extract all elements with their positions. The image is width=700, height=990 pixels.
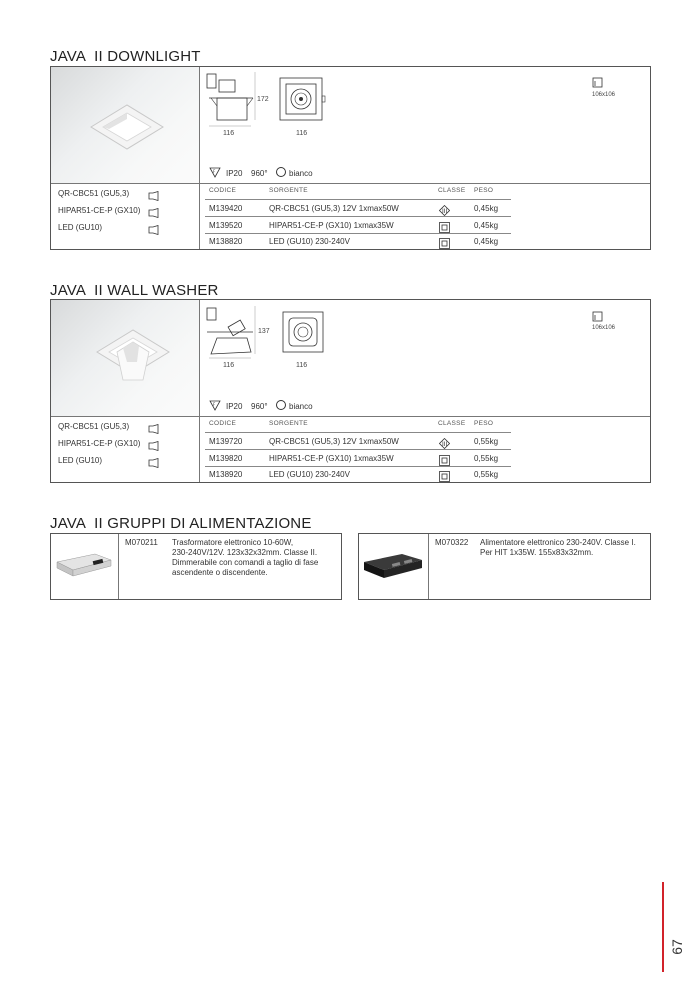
- cutout-size: 106x106: [592, 325, 616, 331]
- page-number: 67: [669, 939, 685, 955]
- desc-line: ascendente o discendente.: [172, 568, 268, 577]
- section-title-groups: [50, 515, 312, 532]
- lamp-type: HIPAR51-CE-P (GX10): [58, 206, 141, 215]
- desc-line: Per HIT 1x35W. 155x83x32mm.: [480, 548, 594, 557]
- accent-bar: [662, 882, 664, 972]
- top-drawing: [278, 76, 326, 129]
- row-weight: 0,55kg: [474, 437, 499, 446]
- product-photo-downlight: [51, 67, 199, 183]
- row-code: M139520: [209, 221, 243, 230]
- row-weight: 0,45kg: [474, 237, 499, 246]
- dim-width-2: 116: [296, 362, 308, 369]
- divider: [428, 534, 429, 599]
- title-prefix: JAVA: [50, 282, 87, 299]
- class-2-icon: [439, 236, 450, 254]
- title-prefix: JAVA: [50, 48, 87, 65]
- divider: [205, 449, 511, 450]
- col-header-weight: PESO: [474, 187, 494, 194]
- divider: [205, 199, 511, 200]
- svg-text:F: F: [213, 402, 216, 407]
- row-weight: 0,55kg: [474, 470, 499, 479]
- item-description: [480, 538, 648, 558]
- divider: [118, 534, 119, 599]
- lamp-type: QR-CBC51 (GU5,3): [58, 422, 130, 431]
- col-header-code: CODICE: [209, 420, 237, 427]
- col-header-code: CODICE: [209, 187, 237, 194]
- col-header-weight: PESO: [474, 420, 494, 427]
- ballast-image: [362, 548, 424, 587]
- lamp-type: QR-CBC51 (GU5,3): [58, 189, 130, 198]
- col-header-source: SORGENTE: [269, 187, 308, 194]
- svg-text:III: III: [442, 208, 448, 215]
- divider: [51, 183, 650, 184]
- spec-ip: IP20: [226, 402, 243, 411]
- divider: [199, 300, 200, 416]
- row-source: QR-CBC51 (GU5,3) 12V 1xmax50W: [269, 437, 399, 446]
- product-photo-washer: [51, 300, 199, 416]
- lamp-icon: [148, 438, 162, 456]
- color-swatch-icon: [276, 400, 286, 410]
- spec-color: bianco: [289, 169, 313, 178]
- row-weight: 0,45kg: [474, 221, 499, 230]
- desc-line: Trasformatore elettronico 10-60W,: [172, 538, 294, 547]
- spec-ip: IP20: [226, 169, 243, 178]
- spec-rotation: 960°: [251, 169, 268, 178]
- title-text: II WALL WASHER: [94, 282, 219, 299]
- class-3-icon: [439, 436, 450, 454]
- title-prefix: JAVA: [50, 515, 87, 532]
- row-code: M139420: [209, 204, 243, 213]
- spec-rotation: 960°: [251, 402, 268, 411]
- col-header-class: CLASSE: [438, 187, 466, 194]
- section-title-washer: [50, 282, 219, 299]
- dim-height: 137: [258, 328, 270, 335]
- divider: [199, 184, 200, 249]
- desc-line: Dimmerabile con comandi a taglio di fase: [172, 558, 319, 567]
- item-code: M070211: [125, 538, 158, 547]
- lamp-type: LED (GU10): [58, 223, 103, 232]
- lamp-icon: [148, 205, 162, 223]
- row-code: M139820: [209, 454, 243, 463]
- col-header-source: SORGENTE: [269, 420, 308, 427]
- svg-text:III: III: [442, 441, 448, 448]
- spec-color: bianco: [289, 402, 313, 411]
- class-3-icon: [439, 203, 450, 221]
- divider: [205, 432, 511, 433]
- row-code: M139720: [209, 437, 243, 446]
- cutout-size: 106x106: [592, 92, 616, 98]
- divider: [199, 67, 200, 183]
- transformer-image: [55, 550, 113, 585]
- row-source: LED (GU10) 230-240V: [269, 237, 350, 246]
- item-code: M070322: [435, 538, 469, 547]
- lamp-type: HIPAR51-CE-P (GX10): [58, 439, 141, 448]
- section-title-downlight: [50, 48, 201, 65]
- ip-icon: [209, 399, 221, 417]
- row-weight: 0,55kg: [474, 454, 499, 463]
- divider: [205, 466, 511, 467]
- dim-width-2: 116: [296, 130, 308, 137]
- col-header-class: CLASSE: [438, 420, 466, 427]
- ip-icon: [209, 166, 221, 184]
- class-2-icon: [439, 469, 450, 487]
- item-description: [172, 538, 337, 578]
- dim-width-1: 116: [223, 130, 235, 137]
- svg-text:F: F: [213, 169, 216, 174]
- top-drawing: [281, 310, 329, 363]
- row-source: LED (GU10) 230-240V: [269, 470, 350, 479]
- divider: [205, 216, 511, 217]
- row-weight: 0,45kg: [474, 204, 499, 213]
- row-code: M138920: [209, 470, 243, 479]
- dim-height: 172: [257, 96, 269, 103]
- divider: [199, 417, 200, 482]
- desc-line: Alimentatore elettronico 230-240V. Classe I.: [480, 538, 636, 547]
- lamp-icon: [148, 222, 162, 240]
- divider: [51, 416, 650, 417]
- lamp-icon: [148, 188, 162, 206]
- divider: [205, 233, 511, 234]
- lamp-icon: [148, 455, 162, 473]
- title-text: II DOWNLIGHT: [94, 48, 201, 65]
- row-source: HIPAR51-CE-P (GX10) 1xmax35W: [269, 454, 394, 463]
- row-source: HIPAR51-CE-P (GX10) 1xmax35W: [269, 221, 394, 230]
- lamp-type: LED (GU10): [58, 456, 103, 465]
- row-source: QR-CBC51 (GU5,3) 12V 1xmax50W: [269, 204, 399, 213]
- desc-line: 230-240V/12V. 123x32x32mm. Classe II.: [172, 548, 318, 557]
- lamp-icon: [148, 421, 162, 439]
- color-swatch-icon: [276, 167, 286, 177]
- dim-width-1: 116: [223, 362, 235, 369]
- row-code: M138820: [209, 237, 243, 246]
- title-text: II GRUPPI DI ALIMENTAZIONE: [94, 515, 312, 532]
